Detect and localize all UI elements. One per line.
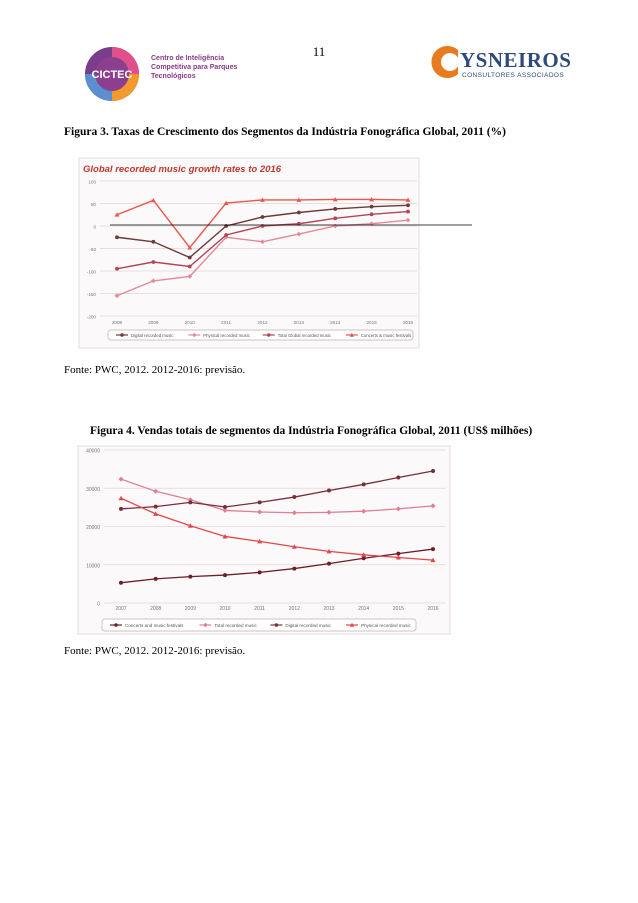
legend-swatch-marker (267, 333, 271, 337)
x-tick-label: 2014 (330, 320, 341, 325)
data-point (115, 235, 119, 239)
data-point (370, 205, 374, 209)
figure4-caption: Figura 4. Vendas totais de segmentos da Indústria Fonográfica Global, 2011 (US$ milhões) (90, 425, 533, 437)
data-point (188, 575, 192, 579)
data-point (292, 495, 296, 499)
x-tick-label: 2012 (257, 320, 268, 325)
data-point (333, 207, 337, 211)
legend-label: Digital recorded music (131, 333, 174, 339)
y-tick-label: 30000 (86, 486, 100, 493)
data-point (370, 212, 374, 216)
data-point (362, 482, 366, 486)
x-tick-label: 2010 (184, 320, 195, 325)
cictec-logo-mark (78, 44, 148, 104)
data-point (188, 500, 192, 504)
x-tick-label: 2008 (111, 320, 123, 325)
legend-label: Total Global recorded music (277, 333, 332, 339)
figure3-caption: Figura 3. Taxas de Crescimento dos Segmentos da Indústria Fonográfica Global, 2011 (%) (64, 126, 506, 138)
data-point (115, 267, 119, 271)
legend-label: Concerts & music festivals (360, 333, 412, 339)
x-tick-label: 2015 (366, 320, 377, 325)
x-tick-label: 2007 (115, 606, 127, 612)
data-point (333, 216, 337, 220)
data-point (119, 581, 123, 585)
y-tick-label: 100 (88, 179, 96, 185)
data-point (119, 507, 123, 511)
x-tick-label: 2014 (358, 606, 370, 612)
x-tick-label: 2013 (323, 606, 335, 612)
y-tick-label: 40000 (86, 448, 100, 455)
data-point (327, 562, 331, 566)
y-tick-label: -200 (86, 314, 96, 320)
data-point (154, 505, 158, 509)
x-tick-label: 2016 (427, 606, 439, 612)
legend-swatch-marker (120, 333, 124, 337)
chart-title: Global recorded music growth rates to 2016 (83, 164, 281, 175)
y-tick-label: 20000 (86, 525, 100, 531)
chart-legend (108, 330, 413, 340)
x-tick-label: 2011 (254, 606, 266, 612)
cictec-logo-tagline: Centro de Inteligência Competitiva para Parques Tecnológicos (151, 55, 238, 80)
data-point (154, 577, 158, 581)
data-point (327, 489, 331, 493)
ysneiros-logo-subtitle: CONSULTORES ASSOCIADOS (462, 72, 565, 79)
y-tick-label: -150 (86, 292, 96, 297)
y-tick-label: -100 (86, 269, 96, 275)
legend-label: Physical recorded music (203, 333, 250, 339)
data-point (258, 570, 262, 574)
data-point (396, 476, 400, 480)
data-point (224, 233, 228, 237)
legend-label: Total recorded music (214, 623, 257, 629)
data-point (292, 567, 296, 571)
data-point (362, 556, 366, 560)
data-point (223, 505, 227, 509)
data-point (188, 265, 192, 269)
page-number: 11 (312, 44, 326, 59)
y-tick-label: 10000 (86, 563, 100, 570)
x-tick-label: 2010 (219, 606, 231, 612)
legend-label: Digital recorded music (285, 623, 331, 629)
data-point (406, 203, 410, 207)
x-tick-label: 2009 (148, 320, 159, 325)
data-point (431, 547, 435, 551)
data-point (151, 240, 155, 244)
x-tick-label: 2015 (392, 606, 404, 612)
x-tick-label: 2011 (221, 320, 232, 325)
y-tick-label: 50 (90, 202, 96, 207)
y-tick-label: 0 (97, 601, 100, 608)
x-tick-label: 2016 (402, 320, 414, 325)
legend-label: Physical recorded music (361, 623, 411, 629)
figure3-chart (0, 155, 638, 355)
legend-swatch-marker (114, 623, 118, 627)
chart-legend (102, 619, 416, 631)
data-point (188, 256, 192, 260)
data-point (431, 469, 435, 473)
cictec-logo (78, 44, 248, 104)
x-tick-label: 2013 (293, 320, 304, 325)
data-point (151, 260, 155, 264)
x-tick-label: 2008 (150, 606, 162, 612)
figure4-chart (0, 440, 638, 635)
legend-swatch-marker (275, 623, 279, 627)
figure3-source: Fonte: PWC, 2012. 2012-2016: previsão. (64, 364, 246, 376)
x-tick-label: 2012 (288, 606, 300, 612)
y-tick-label: -50 (89, 247, 96, 252)
cictec-logo-text: CICTEC (91, 69, 133, 81)
data-point (258, 500, 262, 504)
data-point (261, 215, 265, 219)
y-tick-label: 0 (93, 224, 96, 230)
figure4-source: Fonte: PWC, 2012. 2012-2016: previsão. (64, 645, 246, 657)
data-point (406, 210, 410, 214)
ysneiros-logo-mark (428, 44, 462, 80)
data-point (297, 211, 301, 215)
x-tick-label: 2009 (184, 606, 196, 612)
ysneiros-logo-name: YSNEIROS (460, 48, 572, 72)
data-point (223, 573, 227, 577)
legend-label: Concerts and music festivals (125, 623, 184, 629)
ysneiros-logo (428, 44, 572, 84)
